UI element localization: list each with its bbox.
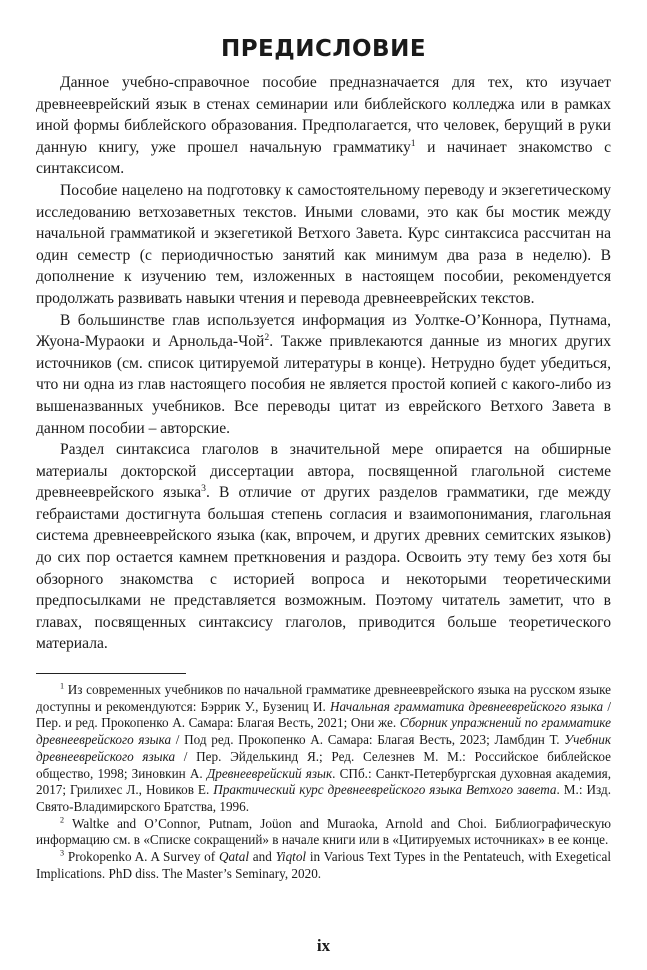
footnote-mark-1: 1 xyxy=(60,681,65,691)
paragraph-3: В большинстве глав используется информация из Уолтке-О’Коннора, Путнама, Жуона-Мураоки и Арнольда-Чой$^2$. Также привлекаются данные из многих других источников (см. список цитируемой литературы в конце). Нетрудно будет убедиться, что ни одна из глав настоящего пособия не является простой копией с какого-либо из вышеназванных учебников. Все переводы цитат из еврейского Ветхого Завета в данном пособии – авторские. xyxy=(36,311,611,437)
chapter-title: ПРЕДИСЛОВИЕ xyxy=(220,36,427,62)
footnote-mark-3: 3 xyxy=(60,848,65,858)
page-number: ix xyxy=(316,936,331,955)
paragraph-2: Пособие нацелено на подготовку к самостоятельному переводу и экзегетическому исследованию ветхозаветных текстов. Иными словами, это как бы мостик между начальной грамматикой и экзегетикой Ветхого Завета. Курс синтаксиса рассчитан на один семестр (с периодичностью занятий как минимум два раза в неделю). В дополнение к изучению тем, изложенных в настоящем пособии, рекомендуется продолжать развивать навыки чтения и перевода древнееврейских текстов. xyxy=(36,181,611,307)
preface-body xyxy=(36,72,611,655)
footnote-ref-1[interactable]: 1 xyxy=(410,137,416,149)
footnote-2: $^2$ Waltke and O’Connor, Putnam, Joüon and Muraoka, Arnold and Choi. Библиографическую информацию см. в «Списке сокращений» в начале книги или в «Цитируемых источниках» в ее конце. xyxy=(36,815,611,848)
paragraph-1: Данное учебно-справочное пособие предназначается для тех, кто изучает древнееврейский язык в стенах семинарии или библейского колледжа или в рамках иной формы библейского образования. Предполагается, что человек, берущий в руки данную книгу, уже прошел начальную грамматику$^1$ и начинает знакомство с синтаксисом. xyxy=(36,74,612,178)
footnote-mark-2: 2 xyxy=(60,815,65,825)
footnote-separator xyxy=(36,673,186,674)
footnote-ref-3[interactable]: 3 xyxy=(201,483,206,495)
footnotes xyxy=(36,682,611,882)
paragraph-4: Раздел синтаксиса глаголов в значительной мере опирается на обширные материалы докторской диссертации автора, посвященной глагольной системе древнееврейского языка$^3$. В отличие от других разделов грамматики, где между гебраистами достигнута большая степень согласия и взаимопонимания, глагольная система древнееврейского языка (как, впрочем, и других древних семитских языков) до сих пор остается камнем преткновения и раздора. Освоить эту тему без хотя бы обзорного знакомства с историей вопроса и некоторыми теоретическими предпосылками не представляется возможным. Поэтому читатель заметит, что в главах, посвященных синтаксису глаголов, приводится больше теоретического материала. xyxy=(36,441,611,653)
footnote-1: $^1$ Из современных учебников по начальной грамматике древнееврейского языка на русском языке доступны и рекомендуются: Бэррик У., Бузениц И. Начальная грамматика древнееврейского языка / Пер. и ред. Прокопенко А. Самара: Благая Весть, 2021; Они же. Сборник упражнений по грамматике древнееврейского языка / Под ред. Прокопенко А. Самара: Благая Весть, 2023; Ламбдин Т. Учебник древнееврейского языка / Пер. Эйделькинд Я.; Ред. Селезнев М. М.: Российское библейское общество, 1998; Зиновкин А. Древнееврейский язык. СПб.: Санкт-Петербургская духовная академия, 2017; Грилихес Л., Новиков Е. Практический курс древнееврейского языка Ветхого завета. М.: Изд. Свято-Владимирского Братства, 1996. xyxy=(36,681,612,814)
footnote-3: $^3$ Prokopenko A. A Survey of Qatal and Yiqtol in Various Text Types in the Pentateuch, with Exegetical Implications. PhD diss. The Master’s Seminary, 2020. xyxy=(36,848,611,881)
footnote-ref-2[interactable]: 2 xyxy=(264,331,270,343)
